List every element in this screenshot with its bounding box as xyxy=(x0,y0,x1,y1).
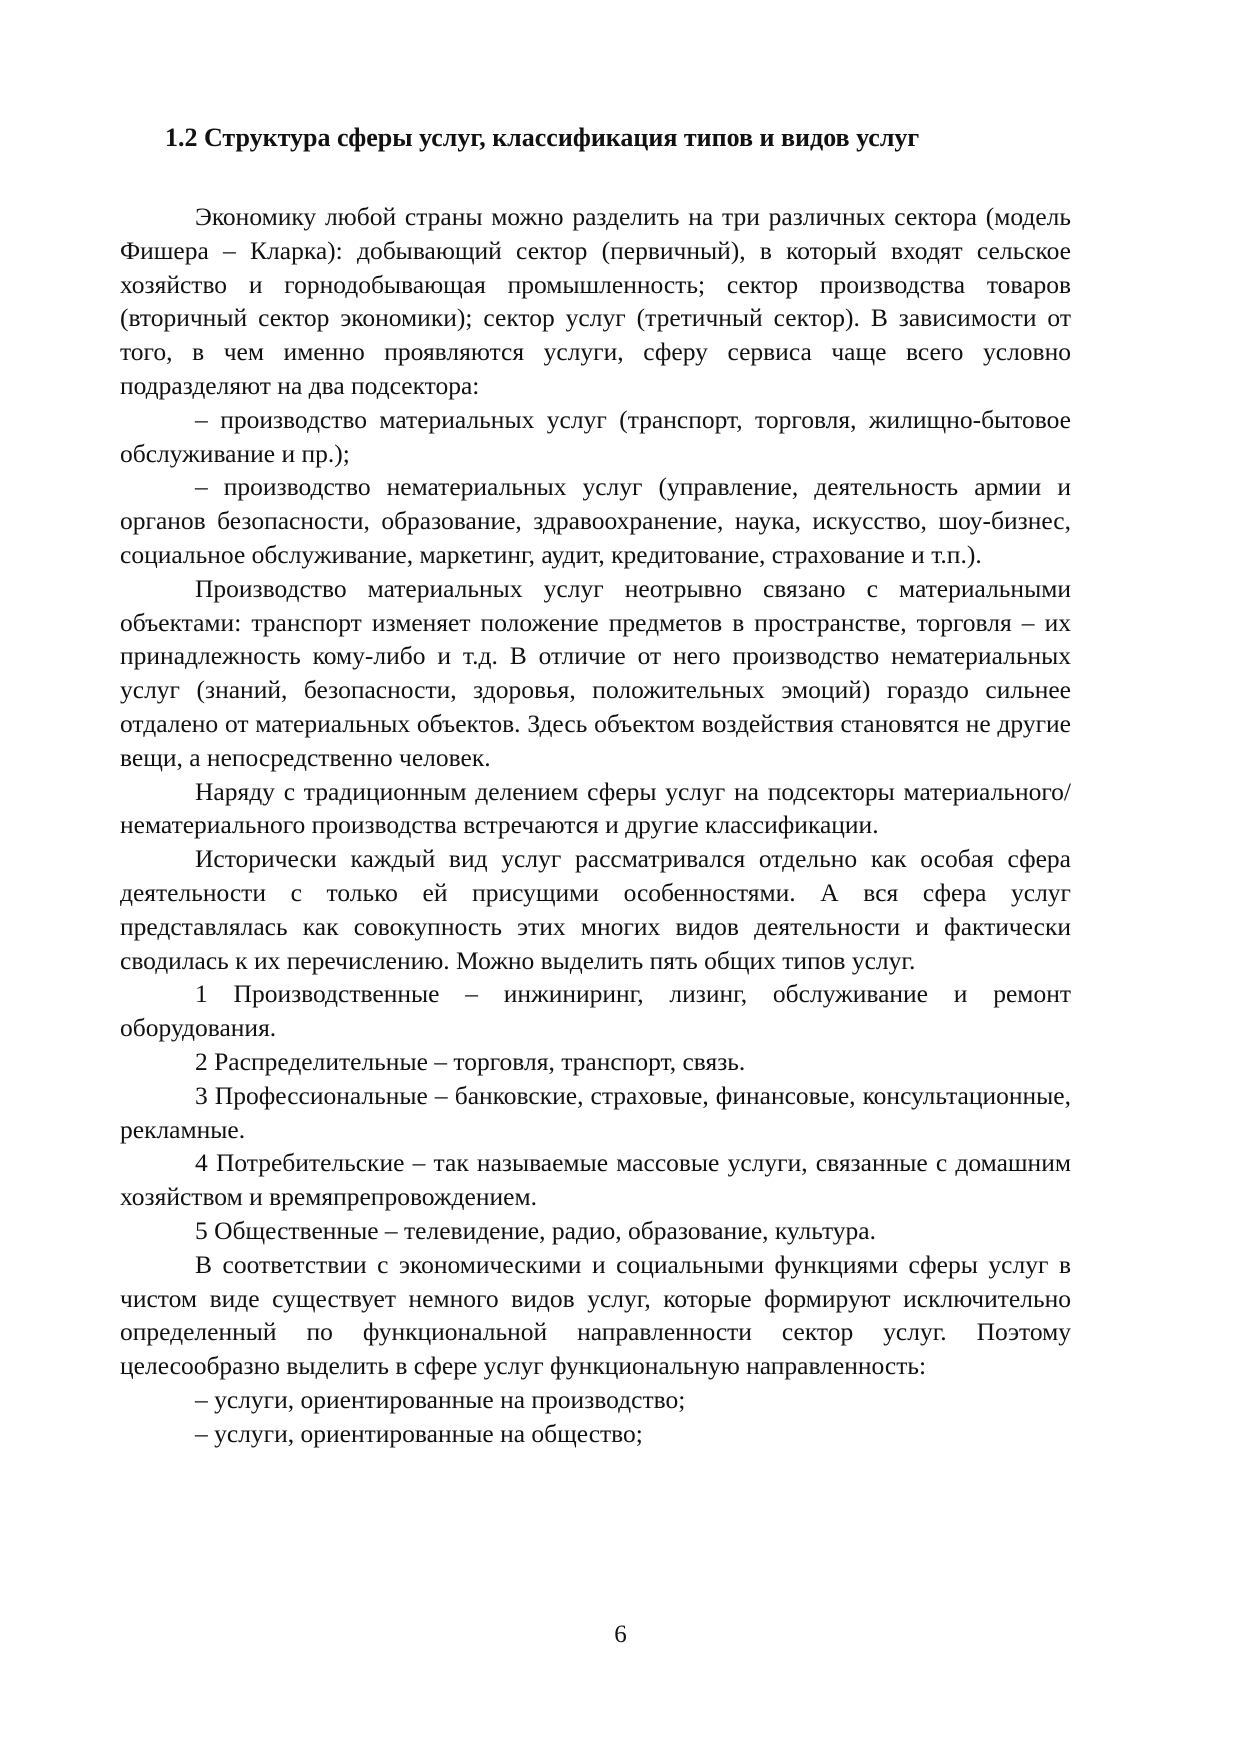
paragraph-sectors-intro: Экономику любой страны можно разделить на три различных сектора (модель Фишера – Кларка): добывающий сектор (первичный), в который входят сельское хозяйство и горнодобывающая промышленность; сектор производства товаров (вторичный сектор экономики); сектор услуг (третичный сектор). В зависимости от того, в чем именно проявляются услуги, сферу сервиса чаще всего условно подразделяют на два подсектора: xyxy=(120,202,1071,400)
list-item-society-oriented: – услуги, ориентированные на общество; xyxy=(195,1418,643,1448)
list-item-production-services: 1 Производственные – инжиниринг, лизинг, обслуживание и ремонт оборудования. xyxy=(120,979,1071,1043)
list-item-production-oriented: – услуги, ориентированные на производство; xyxy=(195,1384,686,1414)
page-number: 6 xyxy=(614,1621,627,1648)
list-item-material-services: – производство материальных услуг (транспорт, торговля, жилищно-бытовое обслуживание и пр.); xyxy=(120,404,1071,468)
list-item-professional-services: 3 Профессиональные – банковские, страховые, финансовые, консультационные, рекламные. xyxy=(120,1080,1071,1144)
list-item-distribution-services: 2 Распределительные – торговля, транспорт, связь. xyxy=(195,1046,746,1076)
paragraph-historical-view: Исторически каждый вид услуг рассматривался отдельно как особая сфера деятельности с только ей присущими особенностями. А вся сфера услуг представлялась как совокупность этих многих видов деятельности и фактически сводилась к их перечислению. Можно выделить пять общих типов услуг. xyxy=(120,844,1071,975)
paragraph-material-production: Производство материальных услуг неотрывно связано с материальными объектами: транспорт изменяет положение предметов в пространстве, торговля – их принадлежность кому-либо и т.д. В отличие от него производство нематериальных услуг (знаний, безопасности, здоровья, положительных эмоций) гораздо сильнее отдалено от материальных объектов. Здесь объектом воздействия становятся не другие вещи, а непосредственно человек. xyxy=(120,573,1071,772)
paragraph-other-classifications: Наряду с традиционным делением сферы услуг на подсекторы материального/нематериального производства встречаются и другие классификации. xyxy=(120,776,1071,840)
section-title: 1.2 Структура сферы услуг, классификация типов и видов услуг xyxy=(165,123,920,152)
body-text xyxy=(120,200,1071,1450)
list-item-consumer-services: 4 Потребительские – так называемые массовые услуги, связанные с домашним хозяйством и времяпрепровождением. xyxy=(120,1148,1071,1212)
list-item-public-services: 5 Общественные – телевидение, радио, образование, культура. xyxy=(195,1215,876,1245)
paragraph-functional-orientation: В соответствии с экономическими и социальными функциями сферы услуг в чистом виде существует немного видов услуг, которые формируют исключительно определенный по функциональной направленности сектор услуг. Поэтому целесообразно выделить в сфере услуг функциональную направленность: xyxy=(120,1249,1071,1381)
list-item-nonmaterial-services: – производство нематериальных услуг (управление, деятельность армии и органов безопасности, образование, здравоохранение, наука, искусство, шоу-бизнес, социальное обслуживание, маркетинг, аудит, кредитование, страхование и т.п.). xyxy=(120,472,1071,569)
